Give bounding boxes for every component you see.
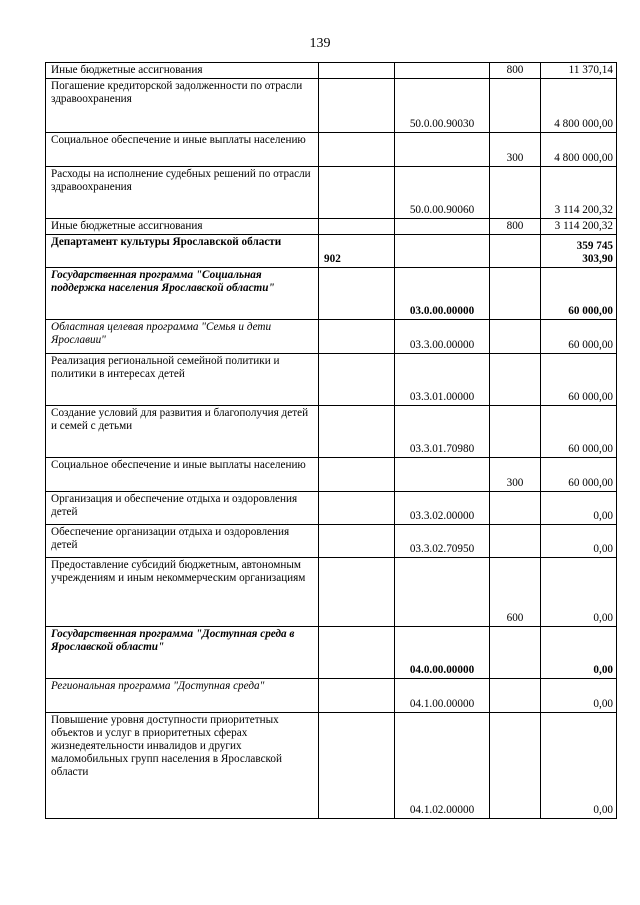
row-sum: 11 370,14: [541, 63, 617, 79]
row-name: Расходы на исполнение судебных решений по отрасли здравоохранения: [46, 167, 319, 219]
row-type: 800: [490, 63, 541, 79]
table-row: [46, 219, 617, 235]
row-dept: [319, 79, 395, 133]
table-row: [46, 558, 617, 627]
row-type: [490, 679, 541, 713]
row-type: [490, 79, 541, 133]
table-row: [46, 63, 617, 79]
row-dept: [319, 219, 395, 235]
table-row: [46, 406, 617, 458]
row-sum: 0,00: [541, 525, 617, 558]
row-name: Организация и обеспечение отдыха и оздоровления детей: [46, 492, 319, 525]
row-code: 03.3.01.00000: [395, 354, 490, 406]
row-dept: [319, 458, 395, 492]
row-dept: [319, 558, 395, 627]
row-name: Социальное обеспечение и иные выплаты населению: [46, 133, 319, 167]
row-sum: 60 000,00: [541, 320, 617, 354]
table-row: [46, 458, 617, 492]
table-row: [46, 492, 617, 525]
row-dept: [319, 354, 395, 406]
row-sum: 3 114 200,32: [541, 167, 617, 219]
row-type: [490, 235, 541, 268]
row-name: Региональная программа "Доступная среда": [46, 679, 319, 713]
row-code: 04.1.02.00000: [395, 713, 490, 819]
row-dept: [319, 679, 395, 713]
row-sum: 0,00: [541, 679, 617, 713]
table-row: [46, 268, 617, 320]
row-code: 03.0.00.00000: [395, 268, 490, 320]
row-code: [395, 235, 490, 268]
row-dept: 902: [319, 235, 395, 268]
row-sum: 3 114 200,32: [541, 219, 617, 235]
row-dept: [319, 268, 395, 320]
row-type: [490, 406, 541, 458]
row-code: 03.3.02.70950: [395, 525, 490, 558]
row-dept: [319, 133, 395, 167]
row-code: 04.1.00.00000: [395, 679, 490, 713]
row-dept: [319, 525, 395, 558]
row-sum: 0,00: [541, 713, 617, 819]
row-code: [395, 458, 490, 492]
row-sum: 60 000,00: [541, 354, 617, 406]
row-type: [490, 713, 541, 819]
row-sum: 359 745 303,90: [541, 235, 617, 268]
row-code: 50.0.00.90060: [395, 167, 490, 219]
row-name: Социальное обеспечение и иные выплаты населению: [46, 458, 319, 492]
row-type: 800: [490, 219, 541, 235]
row-type: 300: [490, 133, 541, 167]
row-type: 300: [490, 458, 541, 492]
row-name: Создание условий для развития и благополучия детей и семей с детьми: [46, 406, 319, 458]
row-sum: 60 000,00: [541, 268, 617, 320]
page-number: 139: [309, 36, 331, 51]
row-dept: [319, 167, 395, 219]
row-type: [490, 167, 541, 219]
row-name: Погашение кредиторской задолженности по отрасли здравоохранения: [46, 79, 319, 133]
table-row: [46, 235, 617, 268]
row-name: Иные бюджетные ассигнования: [46, 63, 319, 79]
row-code: 03.3.02.00000: [395, 492, 490, 525]
row-name: Государственная программа "Социальная поддержка населения Ярославской области": [46, 268, 319, 320]
budget-table: [45, 62, 617, 819]
row-dept: [319, 713, 395, 819]
row-sum: 0,00: [541, 492, 617, 525]
row-name: Областная целевая программа "Семья и дети Ярославии": [46, 320, 319, 354]
row-code: 50.0.00.90030: [395, 79, 490, 133]
row-dept: [319, 492, 395, 525]
row-dept: [319, 406, 395, 458]
row-dept: [319, 320, 395, 354]
row-name: Реализация региональной семейной политики и политики в интересах детей: [46, 354, 319, 406]
row-name: Государственная программа "Доступная среда в Ярославской области": [46, 627, 319, 679]
table-row: [46, 354, 617, 406]
row-type: [490, 268, 541, 320]
row-name: Повышение уровня доступности приоритетных объектов и услуг в приоритетных сферах жизнедеятельности инвалидов и других маломобильных групп населения в Ярославской области: [46, 713, 319, 819]
row-code: [395, 219, 490, 235]
row-sum: 0,00: [541, 558, 617, 627]
row-name: Обеспечение организации отдыха и оздоровления детей: [46, 525, 319, 558]
row-sum: 0,00: [541, 627, 617, 679]
row-dept: [319, 627, 395, 679]
row-code: [395, 558, 490, 627]
table-row: [46, 713, 617, 819]
table-row: [46, 679, 617, 713]
row-type: [490, 354, 541, 406]
row-dept: [319, 63, 395, 79]
table-row: [46, 167, 617, 219]
table-row: [46, 525, 617, 558]
table-row: [46, 627, 617, 679]
row-code: 03.3.01.70980: [395, 406, 490, 458]
table-row: [46, 133, 617, 167]
row-code: [395, 133, 490, 167]
row-code: [395, 63, 490, 79]
row-type: [490, 492, 541, 525]
row-sum: 60 000,00: [541, 458, 617, 492]
row-sum: 4 800 000,00: [541, 79, 617, 133]
row-sum: 60 000,00: [541, 406, 617, 458]
row-name: Предоставление субсидий бюджетным, автономным учреждениям и иным некоммерческим организациям: [46, 558, 319, 627]
table-row: [46, 79, 617, 133]
row-type: [490, 525, 541, 558]
row-type: [490, 627, 541, 679]
row-name: Департамент культуры Ярославской области: [46, 235, 319, 268]
row-code: 03.3.00.00000: [395, 320, 490, 354]
row-type: 600: [490, 558, 541, 627]
table-row: [46, 320, 617, 354]
row-sum: 4 800 000,00: [541, 133, 617, 167]
row-type: [490, 320, 541, 354]
row-name: Иные бюджетные ассигнования: [46, 219, 319, 235]
row-code: 04.0.00.00000: [395, 627, 490, 679]
